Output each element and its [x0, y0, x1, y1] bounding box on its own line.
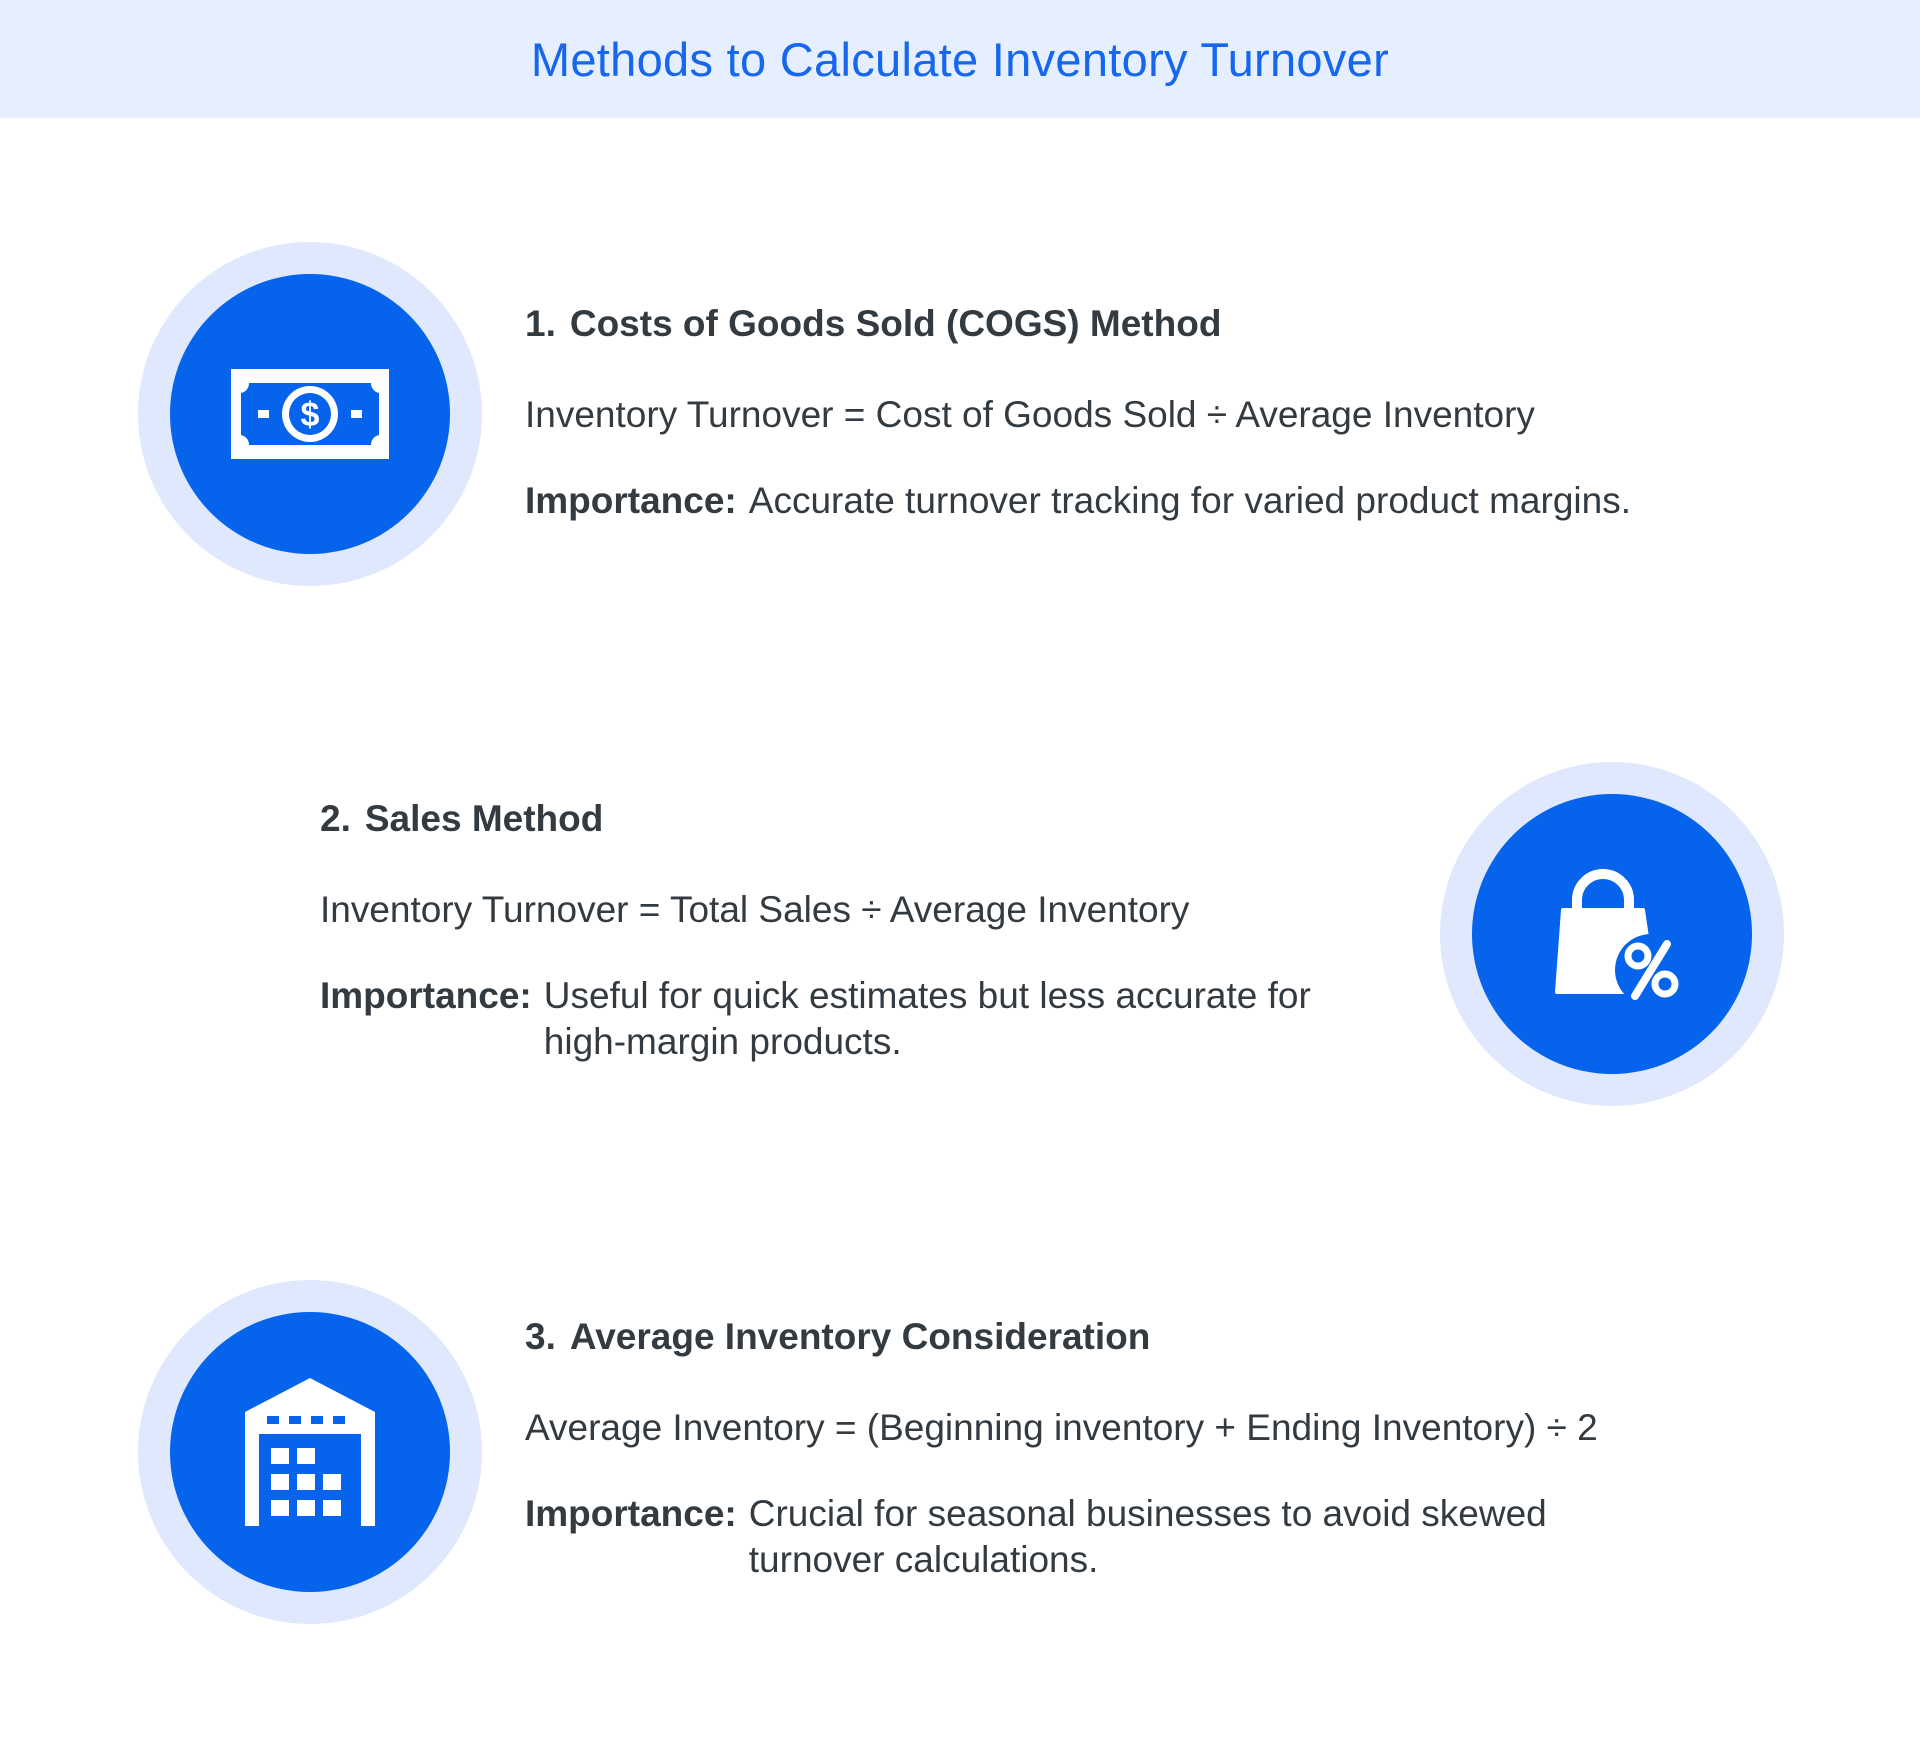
method-3-icon-circle — [138, 1280, 482, 1624]
method-3-icon-inner — [170, 1312, 450, 1592]
method-2-importance-text: Useful for quick estimates but less accurate for high-margin products. — [543, 975, 1311, 1062]
method-1-title — [525, 294, 1825, 354]
method-1-number: 1. — [525, 303, 556, 344]
method-2-importance-label: Importance: — [320, 975, 532, 1016]
method-2-number: 2. — [320, 798, 351, 839]
dollar-bill-icon — [231, 369, 389, 459]
method-1-icon-circle — [138, 242, 482, 586]
method-3-title-text: Average Inventory Consideration — [569, 1316, 1151, 1357]
method-1-icon-inner — [170, 274, 450, 554]
method-2-icon-circle — [1440, 762, 1784, 1106]
method-2-importance — [320, 973, 1450, 1065]
method-3-importance-label: Importance: — [525, 1493, 737, 1534]
header-banner — [0, 0, 1920, 118]
method-3-importance-text: Crucial for seasonal businesses to avoid skewed turnover calculations. — [748, 1493, 1547, 1580]
method-2-text — [320, 789, 1450, 1065]
method-1-text — [525, 294, 1825, 524]
method-3-number: 3. — [525, 1316, 556, 1357]
method-2-title — [320, 789, 1450, 849]
shopping-bag-percent-icon — [1537, 864, 1687, 1004]
method-2-title-text: Sales Method — [364, 798, 604, 839]
method-3-importance — [525, 1491, 1825, 1583]
method-3-title — [525, 1307, 1825, 1367]
method-1-importance-text: Accurate turnover tracking for varied product margins. — [748, 480, 1631, 521]
method-3-text — [525, 1307, 1825, 1583]
method-1-title-text: Costs of Goods Sold (COGS) Method — [569, 303, 1222, 344]
svg-text:$: $ — [300, 396, 320, 434]
method-3-formula: Average Inventory = (Beginning inventory + Ending Inventory) ÷ 2 — [525, 1407, 1598, 1448]
method-1-importance — [525, 478, 1825, 524]
method-1-formula: Inventory Turnover = Cost of Goods Sold ÷ Average Inventory — [525, 394, 1535, 435]
method-1-importance-label: Importance: — [525, 480, 737, 521]
page-title: Methods to Calculate Inventory Turnover — [530, 32, 1390, 86]
method-2-icon-inner — [1472, 794, 1752, 1074]
warehouse-icon — [245, 1378, 375, 1526]
method-2-formula: Inventory Turnover = Total Sales ÷ Average Inventory — [320, 889, 1190, 930]
